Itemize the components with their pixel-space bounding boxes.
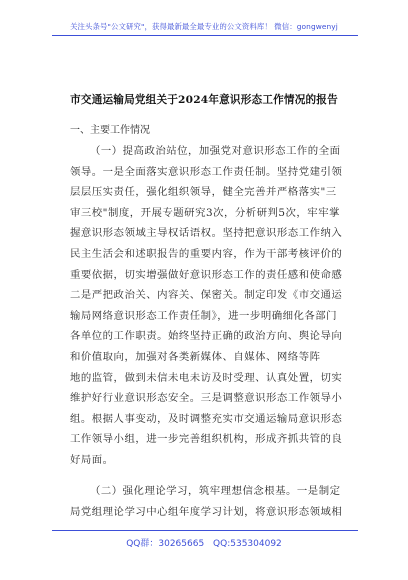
text-line: 和价值取向，加强对各类新媒体、自媒体、网络等阵 [70, 350, 321, 363]
text-line: 局党组理论学习中心组年度学习计划，将意识形态领域相 [70, 505, 343, 518]
text-line: 握意识形态领域主导权话语权。坚持把意识形态工作纳入 [70, 227, 343, 240]
document-title: 市交通运输局党组关于2024年意识形态工作情况的报告 [70, 94, 338, 106]
text-line: 地的监管，做到未信未电未访及时受理、认真处置，切实 [70, 371, 343, 384]
header-banner: 关注头条号"公文研究"，获得最新最全最专业的公文资料库！ 微信：gongwenyj [70, 22, 338, 31]
text-line: 组。根据人事变动，及时调整充实市交通运输局意识形态 [70, 412, 343, 425]
text-line: 工作领导小组，进一步完善组织机构，形成齐抓共管的良 [70, 433, 343, 446]
text-line: 维护好行业意识形态安全。三是调整意识形态工作领导小 [70, 392, 343, 405]
text-line: 层层压实责任，强化组织领导，健全完善并严格落实"三 [70, 186, 337, 199]
text-line: 输局网络意识形态工作责任制》，进一步明确细化各部门 [70, 309, 338, 322]
paragraph-2 [70, 481, 350, 522]
header-divider [52, 35, 358, 36]
text-line: 好局面。 [70, 453, 114, 466]
section-heading: 一、主要工作情况 [70, 125, 150, 136]
text-line: （一）提高政治站位，加强党对意识形态工作的全面 [90, 145, 341, 157]
text-line: 重要依据，切实增强做好意识形态工作的责任感和使命感 [70, 268, 343, 281]
text-line: 民主生活会和述职报告的重要内容，作为干部考核评价的 [70, 247, 343, 260]
text-line: 领导。一是全面落实意识形态工作责任制。坚持党建引领 [70, 165, 343, 178]
footer-divider [52, 530, 358, 531]
footer-contacts: QQ群：30265665 QQ:535304092 [126, 539, 282, 549]
text-line: （二）强化理论学习，筑牢理想信念根基。一是制定 [90, 485, 341, 497]
text-line: 审三校"制度，开展专题研究3次，分析研判5次，牢牢掌 [70, 206, 340, 219]
paragraph-1 [70, 141, 350, 471]
text-line: 各单位的工作职责。始终坚持正确的政治方向、舆论导向 [70, 330, 343, 343]
text-line: 二是严把政治关、内容关、保密关。制定印发《市交通运 [70, 289, 343, 302]
